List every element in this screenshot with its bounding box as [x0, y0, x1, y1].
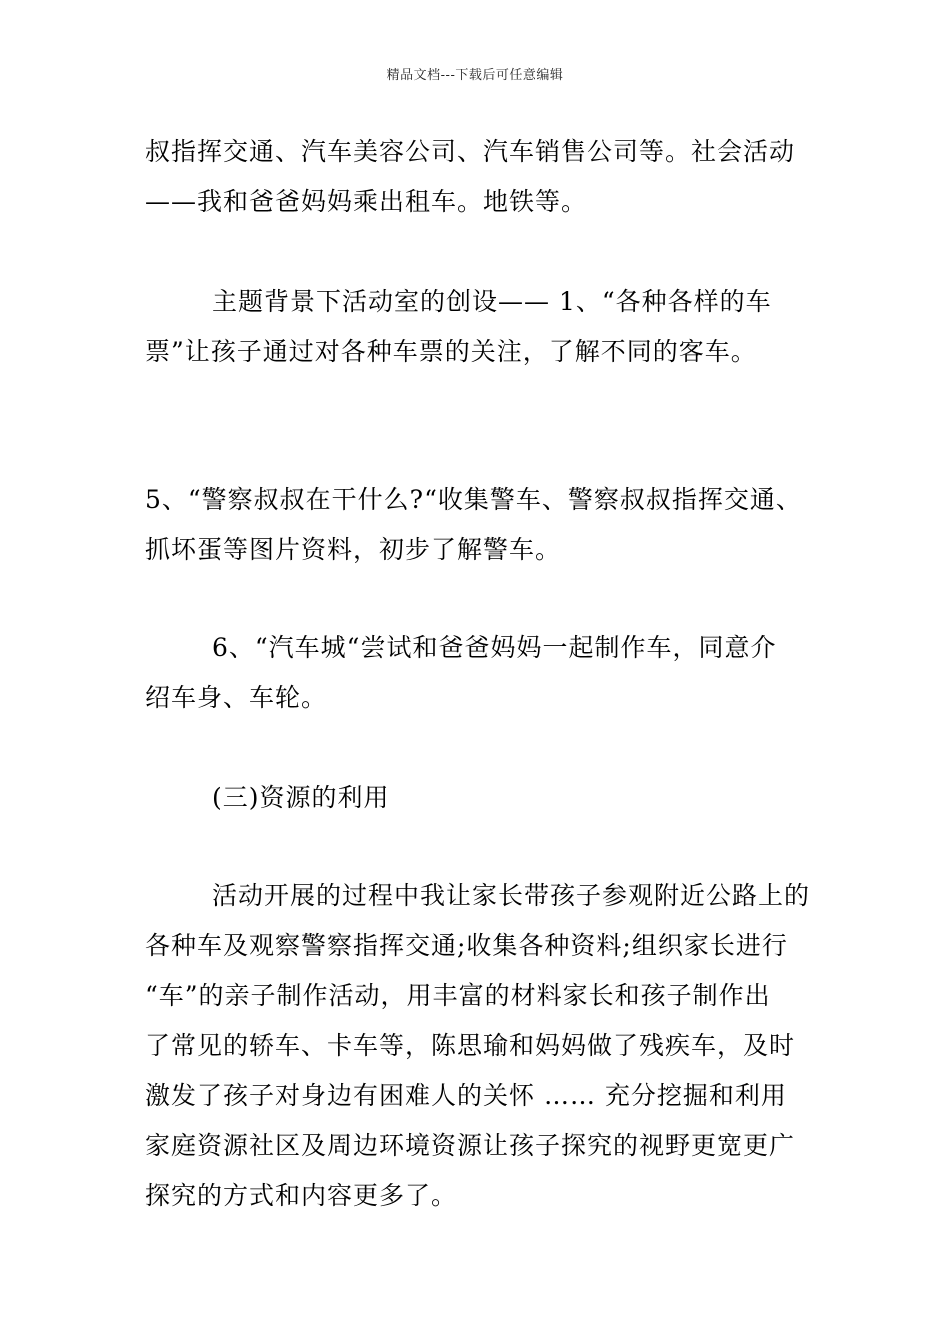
text-line: 抓坏蛋等图片资料，初步了解警车。	[145, 535, 562, 564]
page-header-watermark: 精品文档---下载后可任意编辑	[386, 68, 564, 83]
text-line: 主题背景下活动室的创设—— 1、“各种各样的车	[212, 287, 772, 316]
text-line: 激发了孩子对身边有困难人的关怀 …… 充分挖掘和利用	[145, 1081, 787, 1110]
text-line: 活动开展的过程中我让家长带孩子参观附近公路上的	[212, 881, 811, 910]
text-line: 5、“警察叔叔在干什么?“收集警车、警察叔叔指挥交通、	[145, 485, 802, 514]
text-line: 探究的方式和内容更多了。	[145, 1181, 458, 1210]
text-line: 叔指挥交通、汽车美容公司、汽车销售公司等。社会活动	[145, 137, 796, 166]
text-line: 6、“汽车城“尝试和爸爸妈妈一起制作车，同意介	[212, 633, 777, 662]
section-heading: (三)资源的利用	[212, 783, 390, 812]
text-line: 了常见的轿车、卡车等，陈思瑜和妈妈做了残疾车，及时	[145, 1031, 796, 1060]
text-line: 票”让孩子通过对各种车票的关注，了解不同的客车。	[145, 337, 757, 366]
text-line: 家庭资源社区及周边环境资源让孩子探究的视野更宽更广	[145, 1131, 796, 1160]
text-line: 各种车及观察警察指挥交通;收集各种资料;组织家长进行	[145, 931, 788, 960]
text-line: ——我和爸爸妈妈乘出租车。地铁等。	[145, 187, 588, 216]
text-line: 绍车身、车轮。	[145, 683, 328, 712]
text-line: “车”的亲子制作活动，用丰富的材料家长和孩子制作出	[145, 981, 771, 1010]
